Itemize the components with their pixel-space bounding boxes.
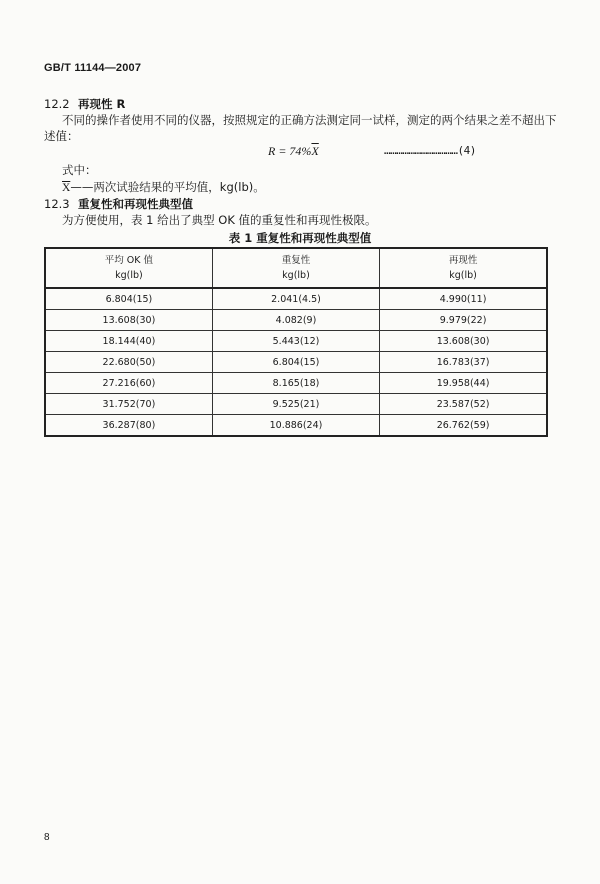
- cell-reproducibility: 4.990(11): [380, 288, 547, 310]
- cell-mean: 13.608(30): [45, 310, 212, 331]
- cell-reproducibility: 16.783(37): [380, 352, 547, 373]
- reproducibility-table: [44, 247, 548, 437]
- section-title: 重复性和再现性典型值: [78, 197, 193, 211]
- cell-repeatability: 4.082(9): [212, 310, 379, 331]
- page-number: 8: [44, 832, 50, 843]
- section-12-3-heading: [44, 196, 193, 212]
- formula-mean-symbol: $\overline{X}$: [311, 144, 319, 158]
- table-row: [45, 310, 547, 331]
- cell-repeatability: 2.041(4.5): [212, 288, 379, 310]
- cell-reproducibility: 9.979(22): [380, 310, 547, 331]
- cell-reproducibility: 19.958(44): [380, 373, 547, 394]
- section-number: 12.2: [44, 97, 70, 111]
- where-variable: $\overline{X}$: [62, 182, 71, 194]
- cell-repeatability: 8.165(18): [212, 373, 379, 394]
- header-line2: kg(lb): [115, 270, 143, 281]
- cell-mean: 18.144(40): [45, 331, 212, 352]
- section-12-2-paragraph-cont: 述值：: [44, 129, 79, 143]
- cell-repeatability: 10.886(24): [212, 415, 379, 437]
- where-label: 式中：: [62, 163, 97, 177]
- cell-repeatability: 5.443(12): [212, 331, 379, 352]
- cell-reproducibility: 13.608(30): [380, 331, 547, 352]
- cell-reproducibility: 26.762(59): [380, 415, 547, 437]
- header-reproducibility: [380, 248, 547, 288]
- where-description: ——两次试验结果的平均值，kg(lb)。: [70, 180, 265, 194]
- equation-number: ………………………………(4): [384, 144, 476, 157]
- table-caption: 表 1 重复性和再现性典型值: [228, 231, 372, 245]
- formula: [268, 144, 319, 159]
- header-repeatability: [212, 248, 379, 288]
- header-line1: 再现性: [448, 255, 478, 266]
- header-mean-ok: [45, 248, 212, 288]
- cell-mean: 6.804(15): [45, 288, 212, 310]
- cell-reproducibility: 23.587(52): [380, 394, 547, 415]
- header-line1: 重复性: [281, 255, 311, 266]
- section-12-2-paragraph: 不同的操作者使用不同的仪器，按照规定的正确方法测定同一试样，测定的两个结果之差不超出下: [62, 113, 557, 127]
- header-line2: kg(lb): [449, 270, 477, 281]
- cell-mean: 27.216(60): [45, 373, 212, 394]
- table-row: [45, 394, 547, 415]
- header-line2: kg(lb): [282, 270, 310, 281]
- document-code: GB/T 11144—2007: [44, 62, 142, 74]
- table-row: [45, 288, 547, 310]
- cell-mean: 31.752(70): [45, 394, 212, 415]
- cell-repeatability: 6.804(15): [212, 352, 379, 373]
- table-row: [45, 415, 547, 437]
- cell-mean: 36.287(80): [45, 415, 212, 437]
- section-title: 再现性 R: [78, 97, 126, 111]
- formula-lhs: R = 74%: [268, 144, 312, 158]
- table-row: [45, 331, 547, 352]
- where-definition: [62, 179, 265, 195]
- table-header-row: [45, 248, 547, 288]
- section-12-3-paragraph: 为方便使用，表 1 给出了典型 OK 值的重复性和再现性极限。: [62, 213, 377, 227]
- cell-repeatability: 9.525(21): [212, 394, 379, 415]
- table-row: [45, 373, 547, 394]
- section-number: 12.3: [44, 197, 70, 211]
- table-row: [45, 352, 547, 373]
- cell-mean: 22.680(50): [45, 352, 212, 373]
- section-12-2-heading: [44, 96, 125, 112]
- header-line1: 平均 OK 值: [104, 255, 154, 266]
